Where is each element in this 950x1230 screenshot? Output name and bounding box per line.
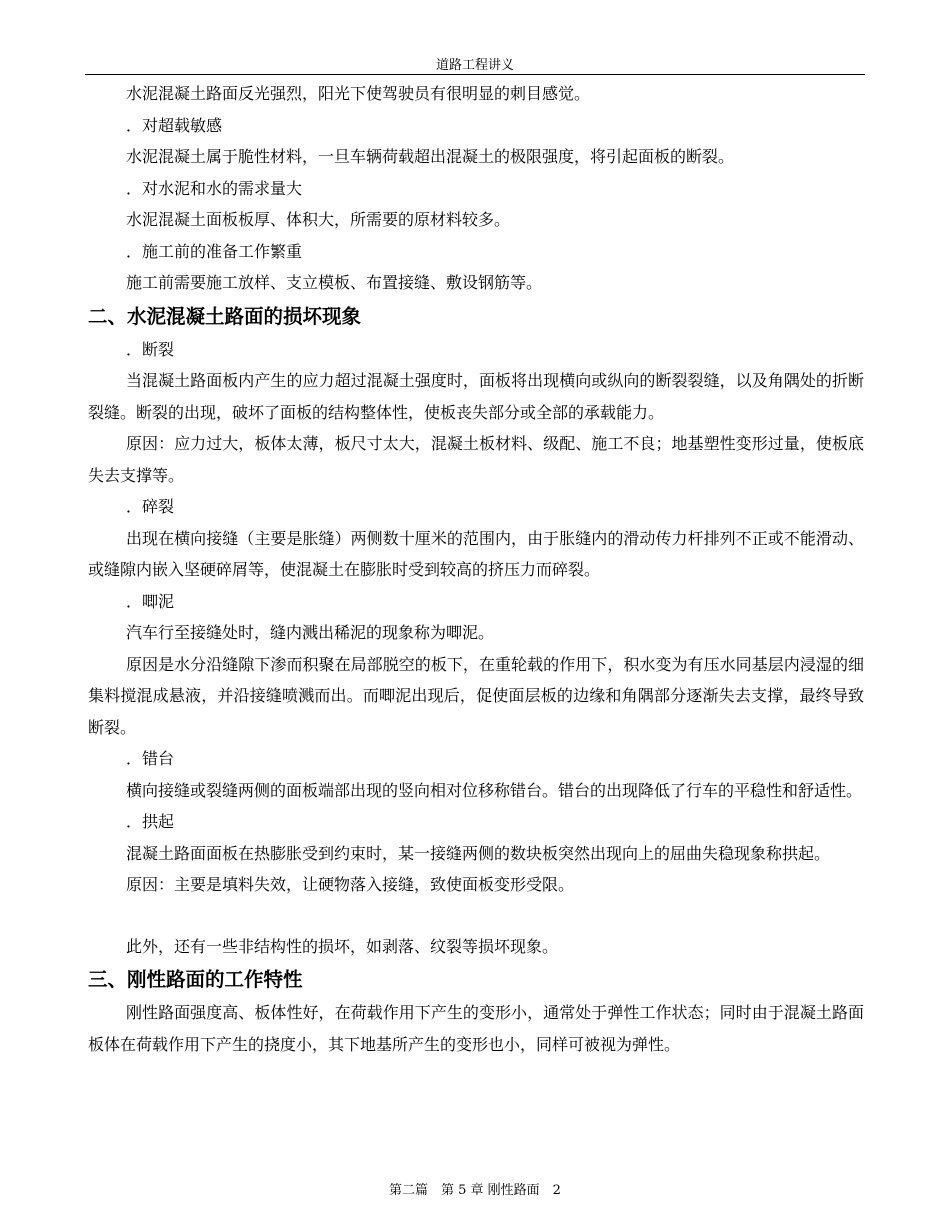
paragraph: 此外，还有一些非结构性的损坏，如剥落、纹裂等损坏现象。 — [126, 936, 559, 956]
paragraph: 原因：主要是填料失效，让硬物落入接缝，致使面板变形受限。 — [126, 875, 575, 894]
paragraph: 施工前需要施工放样、支立模板、布置接缝、敷设钢筋等。 — [126, 273, 543, 292]
paragraph: 水泥混凝土面板板厚、体积大，所需要的原材料较多。 — [126, 210, 511, 229]
document-body — [88, 78, 864, 1060]
paragraph: 横向接缝或裂缝两侧的面板端部出现的竖向相对位移称错台。错台的出现降低了行车的平稳性和舒适性。 — [126, 780, 863, 800]
page-header-title: 道路工程讲义 — [435, 58, 514, 73]
section-heading: 三、刚性路面的工作特性 — [88, 968, 303, 991]
paragraph: 出现在横向接缝（主要是胀缝）两侧数十厘米的范围内，由于胀缝内的滑动传力杆排列不正或不能滑动、或缝隙内嵌入坚硬碎屑等，使混凝土在膨胀时受到较高的挤压力而碎裂。 — [88, 528, 864, 579]
list-item: ．碎裂 — [126, 497, 175, 516]
paragraph: 混凝土路面面板在热膨胀受到约束时，某一接缝两侧的数块板突然出现向上的屈曲失稳现象称拱起。 — [126, 843, 831, 863]
paragraph: 水泥混凝土路面反光强烈，阳光下使驾驶员有很明显的刺目感觉。 — [126, 84, 591, 103]
page-footer: 第二篇 第 5 章 刚性路面 2 — [389, 1183, 561, 1198]
list-item: ．唧泥 — [126, 591, 175, 611]
list-item: ．错台 — [126, 749, 175, 768]
list-item: ．断裂 — [126, 339, 175, 359]
paragraph: 当混凝土路面板内产生的应力超过混凝土强度时，面板将出现横向或纵向的断裂裂缝，以及角隅处的折断裂缝。断裂的出现，破坏了面板的结构整体性，使板丧失部分或全部的承载能力。 — [88, 371, 864, 422]
list-item: ．拱起 — [126, 812, 175, 831]
list-item: ．对水泥和水的需求量大 — [126, 178, 303, 198]
paragraph: 原因是水分沿缝隙下渗而积聚在局部脱空的板下，在重轮载的作用下，积水变为有压水同基层内浸湿的细集料搅混成悬液，并沿接缝喷溅而出。而唧泥出现后，促使面层板的边缘和角隅部分逐渐失去支撑，最终导致断裂。 — [88, 654, 864, 737]
header-divider — [85, 74, 865, 75]
paragraph: 原因：应力过大，板体太薄，板尺寸太大，混凝土板材料、级配、施工不良；地基塑性变形过量，使板底失去支撑等。 — [88, 434, 864, 485]
list-item: ．对超载敏感 — [126, 115, 223, 135]
section-heading: 二、水泥混凝土路面的损坏现象 — [88, 304, 362, 328]
list-item: ．施工前的准备工作繁重 — [126, 241, 303, 261]
paragraph: 刚性路面强度高、板体性好，在荷载作用下产生的变形小，通常处于弹性工作状态；同时由于混凝土路面板体在荷载作用下产生的挠度小，其下地基所产生的变形也小，同样可被视为弹性。 — [88, 1003, 864, 1054]
paragraph: 汽车行至接缝处时，缝内溅出稀泥的现象称为唧泥。 — [126, 623, 495, 642]
blank-line — [88, 901, 864, 931]
paragraph: 水泥混凝土属于脆性材料，一旦车辆荷载超出混凝土的极限强度，将引起面板的断裂。 — [126, 147, 735, 166]
